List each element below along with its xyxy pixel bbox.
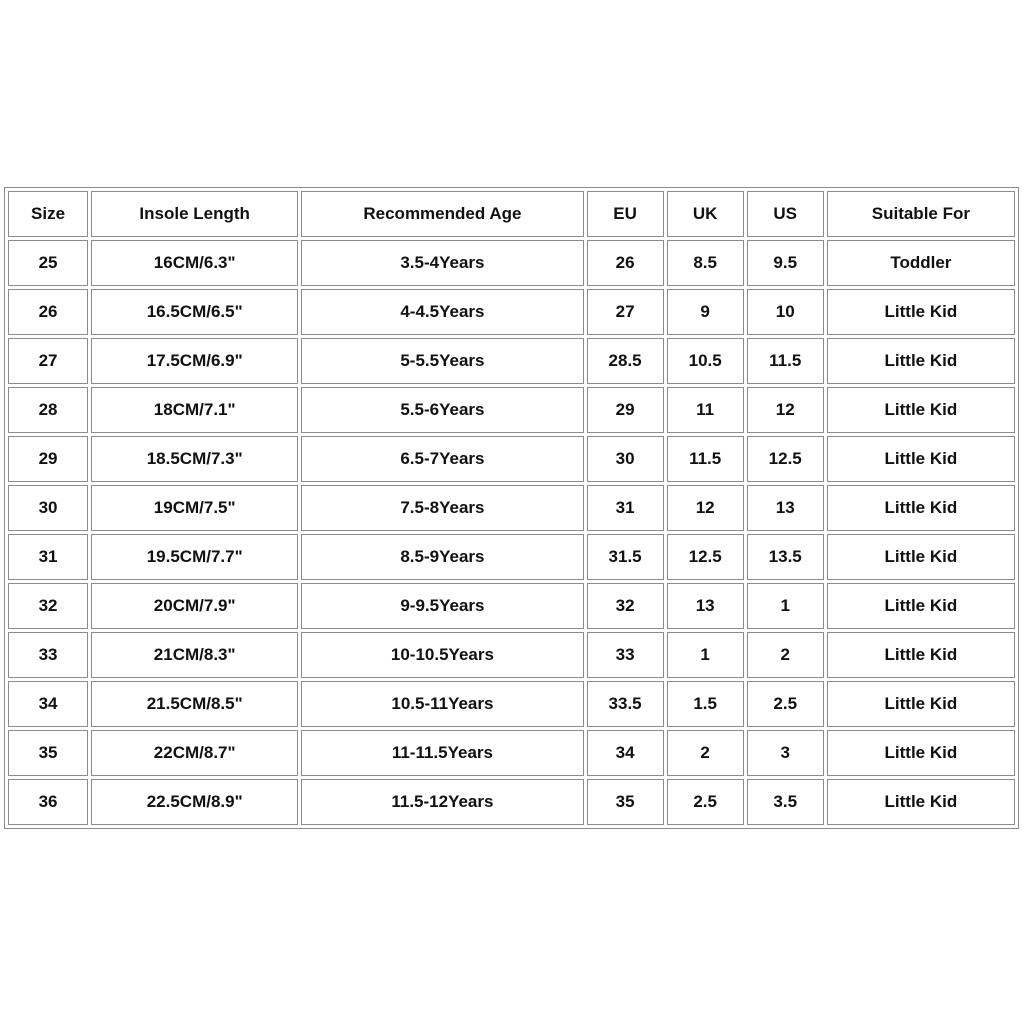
cell-recommended-age: 6.5-7Years — [301, 436, 583, 482]
table-row — [8, 485, 1015, 531]
header-uk: UK — [667, 191, 744, 237]
header-size: Size — [8, 191, 88, 237]
cell-us: 12 — [747, 387, 824, 433]
cell-suitable-for: Little Kid — [827, 681, 1015, 727]
cell-us: 3 — [747, 730, 824, 776]
cell-size: 27 — [8, 338, 88, 384]
cell-size: 32 — [8, 583, 88, 629]
cell-eu: 35 — [587, 779, 664, 825]
cell-size: 28 — [8, 387, 88, 433]
cell-recommended-age: 10.5-11Years — [301, 681, 583, 727]
cell-recommended-age: 11.5-12Years — [301, 779, 583, 825]
cell-insole-length: 21CM/8.3" — [91, 632, 298, 678]
cell-size: 26 — [8, 289, 88, 335]
cell-suitable-for: Little Kid — [827, 534, 1015, 580]
table-row — [8, 730, 1015, 776]
cell-us: 3.5 — [747, 779, 824, 825]
table-row — [8, 779, 1015, 825]
cell-insole-length: 18CM/7.1" — [91, 387, 298, 433]
cell-suitable-for: Little Kid — [827, 436, 1015, 482]
table-row — [8, 289, 1015, 335]
cell-recommended-age: 11-11.5Years — [301, 730, 583, 776]
cell-insole-length: 22.5CM/8.9" — [91, 779, 298, 825]
cell-recommended-age: 9-9.5Years — [301, 583, 583, 629]
cell-size: 35 — [8, 730, 88, 776]
size-chart-table — [4, 187, 1019, 829]
cell-us: 11.5 — [747, 338, 824, 384]
cell-uk: 13 — [667, 583, 744, 629]
cell-recommended-age: 4-4.5Years — [301, 289, 583, 335]
cell-suitable-for: Little Kid — [827, 779, 1015, 825]
cell-us: 13 — [747, 485, 824, 531]
cell-uk: 12 — [667, 485, 744, 531]
cell-suitable-for: Toddler — [827, 240, 1015, 286]
cell-us: 12.5 — [747, 436, 824, 482]
cell-uk: 1 — [667, 632, 744, 678]
cell-suitable-for: Little Kid — [827, 289, 1015, 335]
cell-uk: 10.5 — [667, 338, 744, 384]
cell-uk: 9 — [667, 289, 744, 335]
cell-eu: 32 — [587, 583, 664, 629]
cell-eu: 28.5 — [587, 338, 664, 384]
table-row — [8, 240, 1015, 286]
cell-recommended-age: 10-10.5Years — [301, 632, 583, 678]
cell-size: 33 — [8, 632, 88, 678]
cell-uk: 8.5 — [667, 240, 744, 286]
cell-size: 25 — [8, 240, 88, 286]
cell-eu: 27 — [587, 289, 664, 335]
cell-uk: 11 — [667, 387, 744, 433]
cell-insole-length: 21.5CM/8.5" — [91, 681, 298, 727]
cell-us: 2 — [747, 632, 824, 678]
table-row — [8, 534, 1015, 580]
cell-eu: 30 — [587, 436, 664, 482]
cell-uk: 2 — [667, 730, 744, 776]
header-recommended-age: Recommended Age — [301, 191, 583, 237]
cell-insole-length: 19CM/7.5" — [91, 485, 298, 531]
cell-insole-length: 16CM/6.3" — [91, 240, 298, 286]
cell-suitable-for: Little Kid — [827, 583, 1015, 629]
cell-uk: 2.5 — [667, 779, 744, 825]
cell-eu: 31 — [587, 485, 664, 531]
table-row — [8, 338, 1015, 384]
cell-insole-length: 19.5CM/7.7" — [91, 534, 298, 580]
header-insole-length: Insole Length — [91, 191, 298, 237]
cell-size: 31 — [8, 534, 88, 580]
cell-recommended-age: 5.5-6Years — [301, 387, 583, 433]
cell-eu: 33.5 — [587, 681, 664, 727]
cell-recommended-age: 3.5-4Years — [301, 240, 583, 286]
cell-insole-length: 18.5CM/7.3" — [91, 436, 298, 482]
cell-suitable-for: Little Kid — [827, 730, 1015, 776]
cell-insole-length: 22CM/8.7" — [91, 730, 298, 776]
table-row — [8, 387, 1015, 433]
header-us: US — [747, 191, 824, 237]
table-body — [8, 240, 1015, 825]
cell-eu: 33 — [587, 632, 664, 678]
cell-uk: 12.5 — [667, 534, 744, 580]
header-row — [8, 191, 1015, 237]
header-eu: EU — [587, 191, 664, 237]
cell-us: 1 — [747, 583, 824, 629]
cell-uk: 11.5 — [667, 436, 744, 482]
cell-us: 10 — [747, 289, 824, 335]
cell-insole-length: 20CM/7.9" — [91, 583, 298, 629]
table-row — [8, 436, 1015, 482]
table-row — [8, 583, 1015, 629]
cell-suitable-for: Little Kid — [827, 387, 1015, 433]
cell-recommended-age: 7.5-8Years — [301, 485, 583, 531]
table-row — [8, 681, 1015, 727]
cell-recommended-age: 5-5.5Years — [301, 338, 583, 384]
header-suitable-for: Suitable For — [827, 191, 1015, 237]
cell-eu: 31.5 — [587, 534, 664, 580]
cell-size: 36 — [8, 779, 88, 825]
cell-suitable-for: Little Kid — [827, 338, 1015, 384]
cell-uk: 1.5 — [667, 681, 744, 727]
cell-size: 34 — [8, 681, 88, 727]
cell-eu: 29 — [587, 387, 664, 433]
cell-us: 9.5 — [747, 240, 824, 286]
table-row — [8, 632, 1015, 678]
cell-eu: 26 — [587, 240, 664, 286]
cell-suitable-for: Little Kid — [827, 485, 1015, 531]
cell-us: 2.5 — [747, 681, 824, 727]
cell-suitable-for: Little Kid — [827, 632, 1015, 678]
cell-recommended-age: 8.5-9Years — [301, 534, 583, 580]
cell-size: 30 — [8, 485, 88, 531]
cell-eu: 34 — [587, 730, 664, 776]
cell-insole-length: 17.5CM/6.9" — [91, 338, 298, 384]
cell-us: 13.5 — [747, 534, 824, 580]
cell-size: 29 — [8, 436, 88, 482]
cell-insole-length: 16.5CM/6.5" — [91, 289, 298, 335]
